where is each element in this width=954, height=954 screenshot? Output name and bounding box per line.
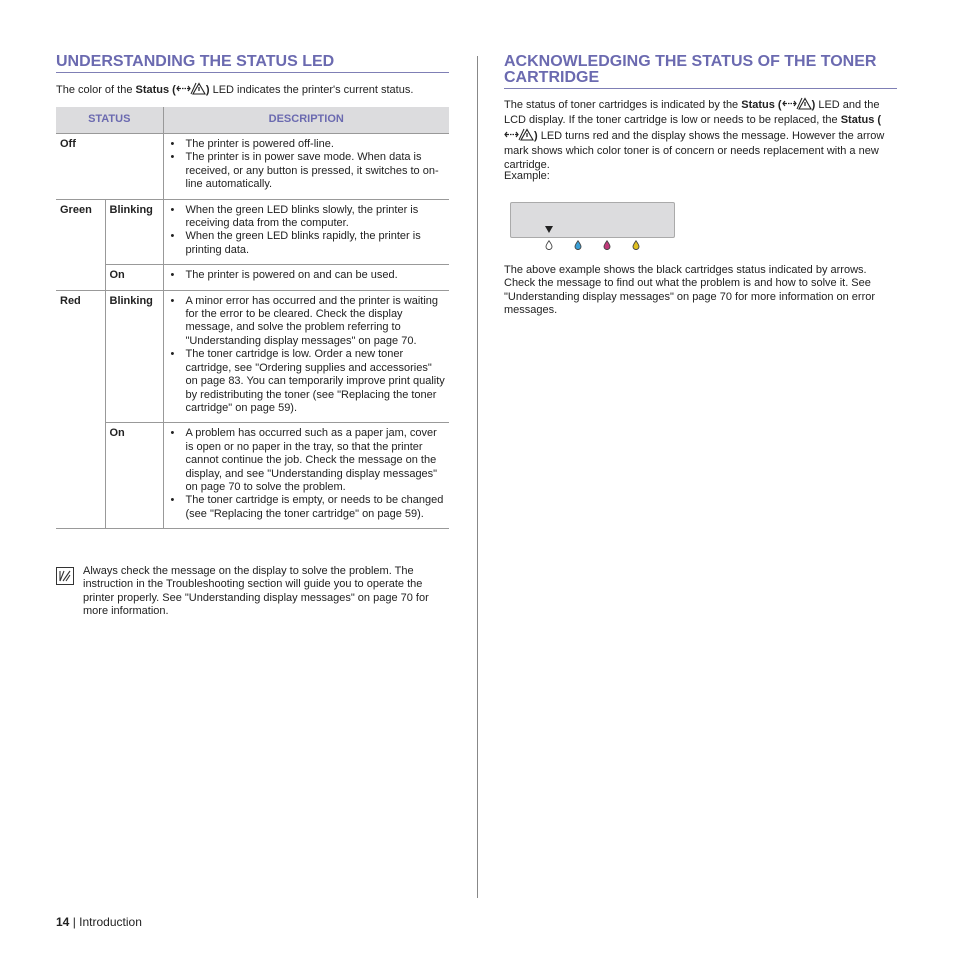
description-off <box>163 134 449 200</box>
example-label: Example: <box>504 170 550 182</box>
note-icon <box>56 567 74 585</box>
table-row-red-on <box>56 423 449 529</box>
page-footer: 14 | Introduction <box>56 915 142 929</box>
table-row-red-blinking <box>56 290 449 423</box>
example-explanation: The above example shows the black cartridges status indicated by arrows. Check the message to find out what the problem is and how to solve it. See "Understanding display messages" on page 70 for more information on error messages. <box>504 264 876 317</box>
table-header-row <box>56 107 449 134</box>
note-text: Always check the message on the display to solve the problem. The instruction in the Troubleshooting section will guide you to operate the printer properly. See "Understanding display messages" on page 70 for more information. <box>83 565 429 618</box>
status-led-table <box>56 107 449 529</box>
list-item: • The toner cartridge is low. Order a new toner cartridge, see "Ordering supplies and accessories" on page 83. You can temporarily improve print quality by redistributing the toner (see "Replacing the toner cartridge" on page 59). <box>168 348 446 415</box>
table-row-green-on <box>56 265 449 290</box>
arrow-down-icon <box>545 226 553 233</box>
toner-drop-magenta-icon <box>603 240 611 250</box>
list-item: • The printer is powered on and can be used. <box>168 269 446 282</box>
status-red-blinking: Blinking <box>105 290 163 423</box>
list-item: • When the green LED blinks slowly, the printer is receiving data from the computer. <box>168 204 446 231</box>
status-green-blinking: Blinking <box>105 199 163 265</box>
list-item: • The printer is powered off-line. <box>168 138 446 151</box>
list-item: • When the green LED blinks rapidly, the printer is printing data. <box>168 230 446 257</box>
column-divider <box>477 56 478 898</box>
header-description: DESCRIPTION <box>163 107 449 134</box>
status-off: Off <box>56 134 163 200</box>
footer-section: Introduction <box>79 915 142 929</box>
status-symbol-icon <box>782 97 812 114</box>
table-row-off <box>56 134 449 200</box>
page-number: 14 <box>56 915 70 929</box>
list-item: • A problem has occurred such as a paper jam, cover is open or no paper in the tray, so that the printer cannot continue the job. Check the message on the display, and see "Understanding display messages" on page 70 to solve the problem. <box>168 427 446 494</box>
status-led-intro: The color of the Status ( ) LED indicates the printer's current status. <box>56 82 449 99</box>
description-green-on <box>163 265 449 290</box>
lcd-display <box>510 202 675 238</box>
toner-status-paragraph: The status of toner cartridges is indicated by the Status ( ) LED and the LCD display. If the toner cartridge is low or needs to be replaced, the Status () LED turns red and the display shows the message. However the arrow mark shows which color toner is of concern or needs replacement with a new cartridge. <box>504 99 885 171</box>
status-label: Status ( ) <box>136 84 210 96</box>
toner-drop-black-icon <box>545 240 553 250</box>
status-symbol-icon <box>176 82 206 99</box>
list-item: • The toner cartridge is empty, or needs to be changed (see "Replacing the toner cartridge" on page 59). <box>168 494 446 521</box>
status-red: Red <box>56 290 105 529</box>
header-status: STATUS <box>56 107 163 134</box>
toner-drop-yellow-icon <box>632 240 640 250</box>
list-item: • The printer is in power save mode. When data is received, or any button is pressed, it switches to on-line automatically. <box>168 151 446 191</box>
list-item: • A minor error has occurred and the printer is waiting for the error to be cleared. Check the display message, and solve the problem referring to "Understanding display messages" on page 70. <box>168 295 446 349</box>
status-green: Green <box>56 199 105 290</box>
toner-drop-cyan-icon <box>574 240 582 250</box>
status-red-on: On <box>105 423 163 529</box>
status-symbol-icon <box>504 128 534 145</box>
description-red-on <box>163 423 449 529</box>
status-green-on: On <box>105 265 163 290</box>
table-row-green-blinking <box>56 199 449 265</box>
section-title-status-led: UNDERSTANDING THE STATUS LED <box>56 54 449 73</box>
description-green-blinking <box>163 199 449 265</box>
section-title-toner-status: ACKNOWLEDGING THE STATUS OF THE TONER CARTRIDGE <box>504 54 897 89</box>
description-red-blinking <box>163 290 449 423</box>
